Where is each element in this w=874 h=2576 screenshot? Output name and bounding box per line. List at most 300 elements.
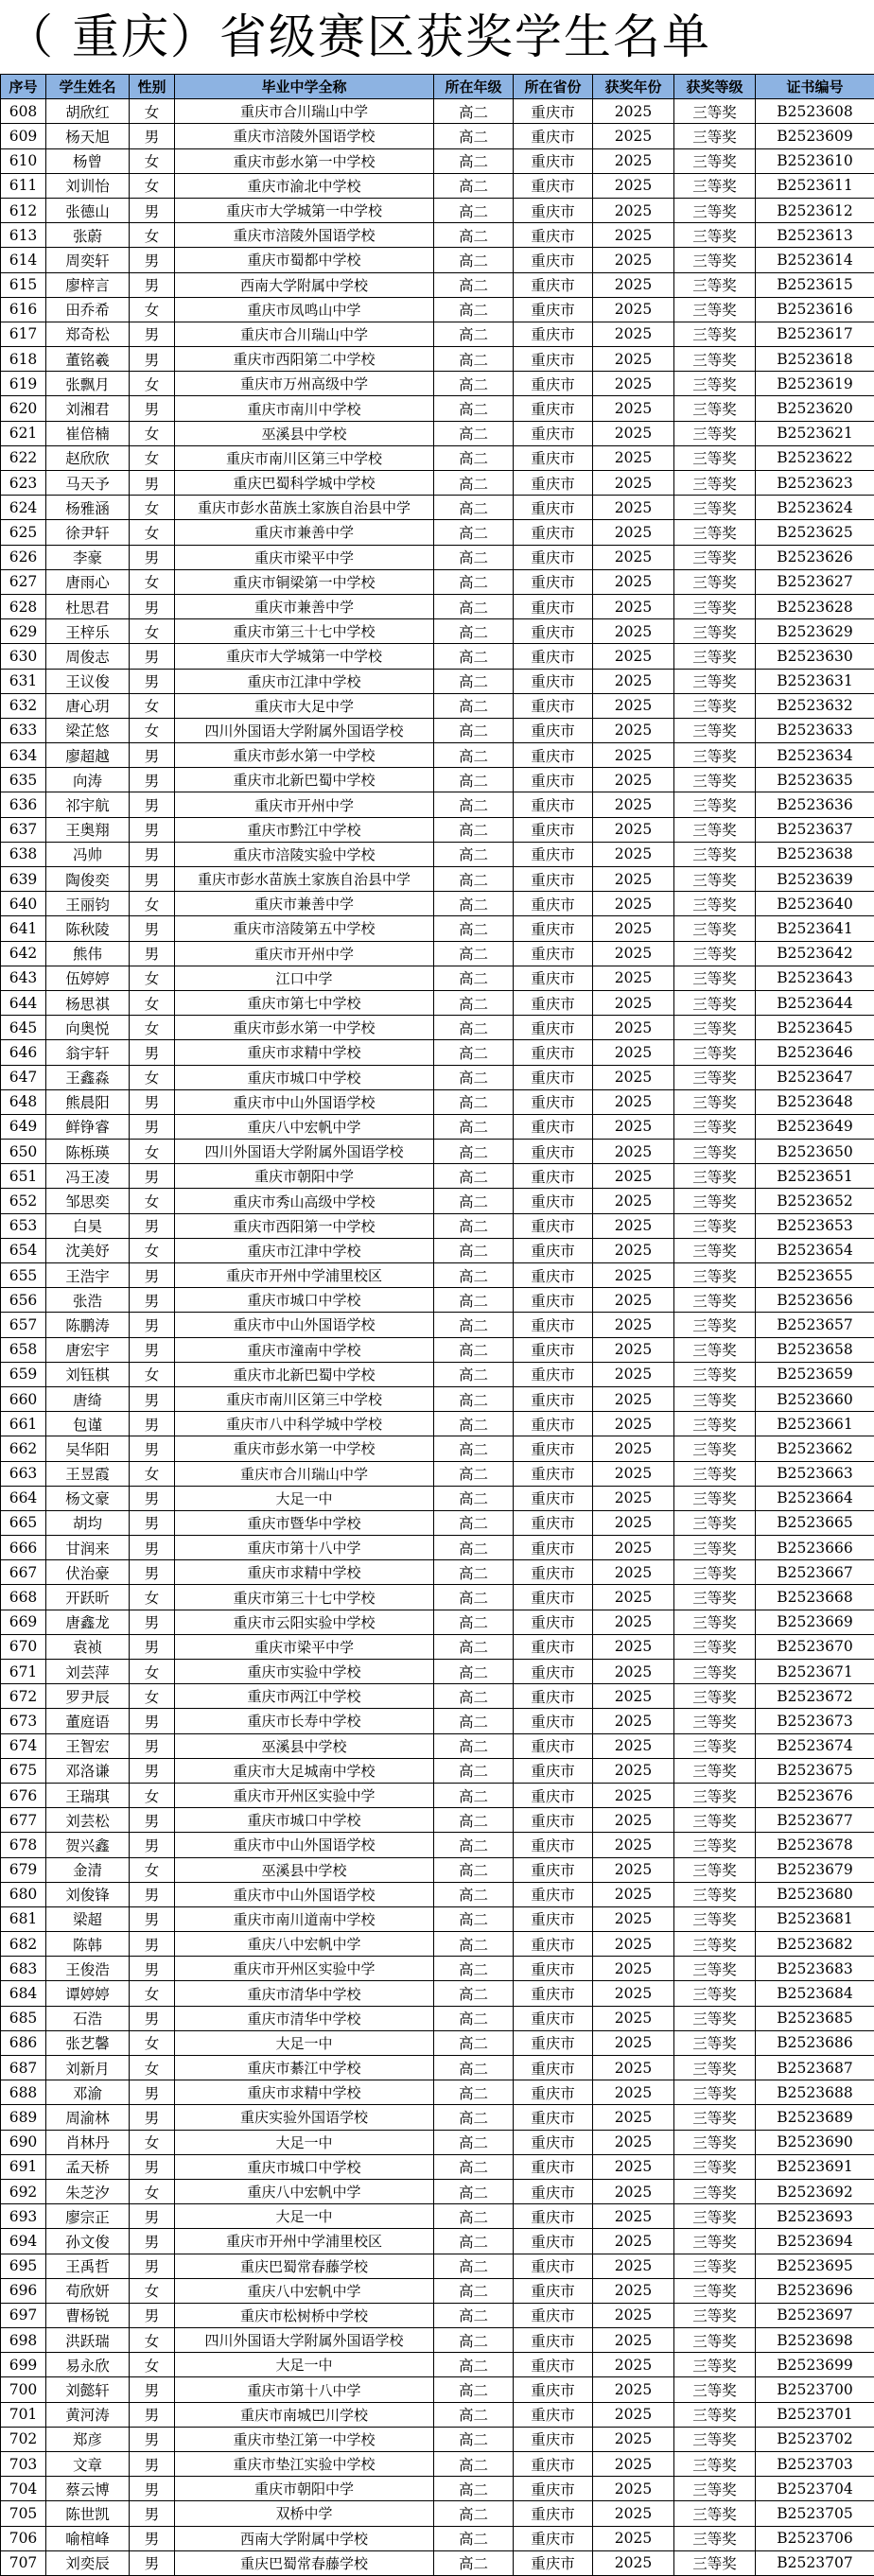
cell-certificate: B2523662 (756, 1436, 874, 1461)
cell-award: 三等奖 (674, 2377, 756, 2402)
header-row (1, 75, 874, 99)
cell-grade: 高二 (434, 2130, 514, 2154)
cell-school: 大足一中 (175, 2204, 434, 2229)
table-row (1, 1733, 874, 1758)
cell-certificate: B2523702 (756, 2427, 874, 2451)
cell-name: 刘钰棋 (46, 1362, 130, 1386)
cell-index: 662 (1, 1436, 46, 1461)
cell-school: 重庆市凤鸣山中学 (175, 297, 434, 322)
cell-grade: 高二 (434, 2402, 514, 2427)
table-row (1, 1140, 874, 1164)
cell-gender: 男 (130, 396, 175, 421)
cell-school: 西南大学附属中学校 (175, 2526, 434, 2550)
cell-grade: 高二 (434, 1238, 514, 1262)
cell-gender: 男 (130, 2526, 175, 2550)
cell-year: 2025 (593, 1610, 674, 1634)
table-row (1, 347, 874, 372)
cell-gender: 男 (130, 1436, 175, 1461)
cell-province: 重庆市 (514, 1337, 593, 1362)
cell-certificate: B2523659 (756, 1362, 874, 1386)
cell-gender: 男 (130, 471, 175, 496)
cell-index: 644 (1, 990, 46, 1015)
cell-award: 三等奖 (674, 2402, 756, 2427)
cell-year: 2025 (593, 1634, 674, 1659)
table-row (1, 1783, 874, 1807)
cell-name: 马天予 (46, 471, 130, 496)
table-row (1, 322, 874, 346)
cell-year: 2025 (593, 718, 674, 742)
cell-year: 2025 (593, 1733, 674, 1758)
cell-school: 重庆实验外国语学校 (175, 2105, 434, 2130)
cell-province: 重庆市 (514, 545, 593, 569)
table-row (1, 1238, 874, 1262)
table-row (1, 594, 874, 618)
cell-gender: 男 (130, 2229, 175, 2254)
cell-year: 2025 (593, 619, 674, 644)
cell-certificate: B2523705 (756, 2501, 874, 2526)
cell-name: 肖林丹 (46, 2130, 130, 2154)
cell-certificate: B2523671 (756, 1660, 874, 1684)
table-row (1, 2030, 874, 2055)
cell-gender: 男 (130, 198, 175, 222)
cell-certificate: B2523623 (756, 471, 874, 496)
cell-province: 重庆市 (514, 1733, 593, 1758)
cell-name: 洪跃瑞 (46, 2328, 130, 2353)
cell-school: 重庆市潼南中学校 (175, 1337, 434, 1362)
cell-province: 重庆市 (514, 2427, 593, 2451)
cell-award: 三等奖 (674, 1213, 756, 1238)
cell-grade: 高二 (434, 471, 514, 496)
cell-certificate: B2523692 (756, 2179, 874, 2203)
cell-year: 2025 (593, 1882, 674, 1906)
table-row (1, 223, 874, 248)
cell-year: 2025 (593, 2452, 674, 2477)
table-row (1, 2006, 874, 2030)
cell-name: 文章 (46, 2452, 130, 2477)
table-row (1, 1016, 874, 1040)
cell-year: 2025 (593, 669, 674, 693)
cell-gender: 男 (130, 2501, 175, 2526)
cell-year: 2025 (593, 1932, 674, 1957)
cell-grade: 高二 (434, 1486, 514, 1510)
cell-certificate: B2523609 (756, 124, 874, 148)
cell-name: 杨雅涵 (46, 496, 130, 520)
cell-name: 包谨 (46, 1412, 130, 1436)
cell-award: 三等奖 (674, 1164, 756, 1189)
cell-province: 重庆市 (514, 2204, 593, 2229)
cell-certificate: B2523658 (756, 1337, 874, 1362)
cell-school: 重庆市兼善中学 (175, 594, 434, 618)
cell-certificate: B2523695 (756, 2254, 874, 2278)
cell-grade: 高二 (434, 1882, 514, 1906)
table-row (1, 1684, 874, 1709)
cell-school: 重庆市朝阳中学 (175, 1164, 434, 1189)
cell-award: 三等奖 (674, 223, 756, 248)
table-row (1, 2526, 874, 2550)
table-row (1, 1164, 874, 1189)
cell-index: 666 (1, 1536, 46, 1560)
cell-grade: 高二 (434, 1362, 514, 1386)
cell-name: 唐雨心 (46, 569, 130, 594)
cell-name: 郑彦 (46, 2427, 130, 2451)
cell-index: 622 (1, 445, 46, 470)
cell-school: 重庆市开州区实验中学 (175, 1957, 434, 1981)
cell-school: 重庆市万州高级中学 (175, 372, 434, 396)
cell-index: 695 (1, 2254, 46, 2278)
cell-grade: 高二 (434, 1833, 514, 1857)
cell-school: 重庆市中山外国语学校 (175, 1313, 434, 1337)
cell-gender: 女 (130, 148, 175, 173)
cell-grade: 高二 (434, 842, 514, 866)
cell-gender: 男 (130, 1610, 175, 1634)
cell-province: 重庆市 (514, 2130, 593, 2154)
cell-gender: 男 (130, 545, 175, 569)
cell-gender: 男 (130, 2452, 175, 2477)
cell-award: 三等奖 (674, 248, 756, 272)
cell-index: 678 (1, 1833, 46, 1857)
cell-award: 三等奖 (674, 1906, 756, 1931)
cell-school: 四川外国语大学附属外国语学校 (175, 1140, 434, 1164)
cell-certificate: B2523668 (756, 1585, 874, 1610)
cell-province: 重庆市 (514, 2550, 593, 2575)
cell-grade: 高二 (434, 1758, 514, 1783)
cell-grade: 高二 (434, 1634, 514, 1659)
cell-province: 重庆市 (514, 173, 593, 198)
table-row (1, 842, 874, 866)
cell-award: 三等奖 (674, 1238, 756, 1262)
cell-index: 688 (1, 2080, 46, 2105)
cell-gender: 男 (130, 1040, 175, 1065)
cell-certificate: B2523689 (756, 2105, 874, 2130)
cell-year: 2025 (593, 693, 674, 718)
cell-year: 2025 (593, 1089, 674, 1114)
cell-year: 2025 (593, 396, 674, 421)
cell-gender: 男 (130, 1412, 175, 1436)
cell-gender: 男 (130, 1882, 175, 1906)
cell-province: 重庆市 (514, 941, 593, 966)
cell-certificate: B2523620 (756, 396, 874, 421)
cell-index: 629 (1, 619, 46, 644)
cell-province: 重庆市 (514, 1758, 593, 1783)
cell-grade: 高二 (434, 1337, 514, 1362)
table-row (1, 1065, 874, 1089)
cell-name: 陈韩 (46, 1932, 130, 1957)
cell-award: 三等奖 (674, 1486, 756, 1510)
table-row (1, 2353, 874, 2377)
cell-grade: 高二 (434, 248, 514, 272)
cell-province: 重庆市 (514, 471, 593, 496)
cell-gender: 女 (130, 966, 175, 990)
cell-gender: 男 (130, 2550, 175, 2575)
cell-gender: 男 (130, 817, 175, 842)
cell-certificate: B2523666 (756, 1536, 874, 1560)
cell-school: 重庆市第三十七中学校 (175, 1585, 434, 1610)
cell-year: 2025 (593, 792, 674, 817)
cell-year: 2025 (593, 1833, 674, 1857)
cell-name: 唐宏宇 (46, 1337, 130, 1362)
cell-index: 699 (1, 2353, 46, 2377)
cell-index: 657 (1, 1313, 46, 1337)
cell-certificate: B2523630 (756, 644, 874, 669)
cell-year: 2025 (593, 173, 674, 198)
cell-name: 曹杨锐 (46, 2303, 130, 2327)
cell-year: 2025 (593, 990, 674, 1015)
cell-certificate: B2523680 (756, 1882, 874, 1906)
cell-school: 重庆市求精中学校 (175, 1560, 434, 1585)
cell-year: 2025 (593, 2179, 674, 2203)
cell-gender: 女 (130, 2179, 175, 2203)
cell-school: 重庆八中宏帆中学 (175, 1932, 434, 1957)
table-row (1, 2179, 874, 2203)
cell-index: 621 (1, 421, 46, 445)
cell-province: 重庆市 (514, 1412, 593, 1436)
cell-grade: 高二 (434, 445, 514, 470)
cell-province: 重庆市 (514, 1981, 593, 2006)
cell-award: 三等奖 (674, 99, 756, 124)
cell-year: 2025 (593, 1213, 674, 1238)
cell-year: 2025 (593, 2477, 674, 2501)
cell-name: 刘湘君 (46, 396, 130, 421)
table-row (1, 396, 874, 421)
cell-school: 重庆市北新巴蜀中学校 (175, 1362, 434, 1386)
cell-province: 重庆市 (514, 1833, 593, 1857)
cell-award: 三等奖 (674, 1857, 756, 1882)
cell-grade: 高二 (434, 867, 514, 892)
cell-name: 杨文豪 (46, 1486, 130, 1510)
cell-certificate: B2523615 (756, 272, 874, 297)
cell-index: 614 (1, 248, 46, 272)
cell-province: 重庆市 (514, 892, 593, 916)
cell-name: 杨天旭 (46, 124, 130, 148)
cell-gender: 女 (130, 520, 175, 545)
cell-certificate: B2523631 (756, 669, 874, 693)
table-row (1, 990, 874, 1015)
cell-certificate: B2523663 (756, 1461, 874, 1486)
cell-gender: 男 (130, 644, 175, 669)
cell-award: 三等奖 (674, 1386, 756, 1411)
cell-gender: 女 (130, 421, 175, 445)
table-row (1, 1957, 874, 1981)
cell-school: 巫溪县中学校 (175, 1733, 434, 1758)
cell-index: 668 (1, 1585, 46, 1610)
table-row (1, 892, 874, 916)
cell-certificate: B2523685 (756, 2006, 874, 2030)
cell-province: 重庆市 (514, 768, 593, 792)
cell-award: 三等奖 (674, 2204, 756, 2229)
cell-award: 三等奖 (674, 1016, 756, 1040)
cell-award: 三等奖 (674, 396, 756, 421)
table-row (1, 867, 874, 892)
cell-award: 三等奖 (674, 743, 756, 768)
cell-index: 620 (1, 396, 46, 421)
cell-school: 重庆市大足城南中学校 (175, 1758, 434, 1783)
cell-province: 重庆市 (514, 792, 593, 817)
cell-school: 重庆八中宏帆中学 (175, 2179, 434, 2203)
cell-grade: 高二 (434, 669, 514, 693)
cell-province: 重庆市 (514, 421, 593, 445)
cell-province: 重庆市 (514, 916, 593, 941)
cell-school: 重庆市开州中学浦里校区 (175, 2229, 434, 2254)
cell-index: 661 (1, 1412, 46, 1436)
cell-award: 三等奖 (674, 669, 756, 693)
cell-index: 654 (1, 1238, 46, 1262)
cell-province: 重庆市 (514, 297, 593, 322)
cell-name: 廖宗正 (46, 2204, 130, 2229)
cell-gender: 女 (130, 693, 175, 718)
cell-year: 2025 (593, 2229, 674, 2254)
cell-index: 633 (1, 718, 46, 742)
cell-certificate: B2523640 (756, 892, 874, 916)
cell-name: 徐尹轩 (46, 520, 130, 545)
cell-school: 重庆市八中科学城中学校 (175, 1412, 434, 1436)
cell-year: 2025 (593, 347, 674, 372)
cell-name: 邹思奕 (46, 1189, 130, 1213)
cell-school: 重庆市南川区第三中学校 (175, 445, 434, 470)
col-header-name: 学生姓名 (46, 75, 130, 99)
cell-province: 重庆市 (514, 99, 593, 124)
cell-gender: 男 (130, 1486, 175, 1510)
cell-school: 重庆市中山外国语学校 (175, 1882, 434, 1906)
cell-province: 重庆市 (514, 322, 593, 346)
table-row (1, 471, 874, 496)
cell-name: 向奥悦 (46, 1016, 130, 1040)
cell-index: 647 (1, 1065, 46, 1089)
cell-year: 2025 (593, 1140, 674, 1164)
cell-certificate: B2523611 (756, 173, 874, 198)
table-row (1, 1758, 874, 1783)
cell-grade: 高二 (434, 569, 514, 594)
cell-award: 三等奖 (674, 619, 756, 644)
cell-gender: 女 (130, 1461, 175, 1486)
cell-name: 甘润来 (46, 1536, 130, 1560)
cell-index: 615 (1, 272, 46, 297)
cell-year: 2025 (593, 1263, 674, 1288)
cell-name: 张浩 (46, 1288, 130, 1313)
cell-index: 649 (1, 1114, 46, 1139)
cell-year: 2025 (593, 966, 674, 990)
cell-grade: 高二 (434, 1660, 514, 1684)
cell-year: 2025 (593, 2427, 674, 2451)
cell-gender: 男 (130, 248, 175, 272)
cell-grade: 高二 (434, 347, 514, 372)
cell-name: 杨思祺 (46, 990, 130, 1015)
cell-name: 张蔚 (46, 223, 130, 248)
cell-year: 2025 (593, 1461, 674, 1486)
cell-school: 大足一中 (175, 2130, 434, 2154)
cell-name: 王昱霞 (46, 1461, 130, 1486)
cell-year: 2025 (593, 941, 674, 966)
cell-year: 2025 (593, 2154, 674, 2179)
cell-index: 619 (1, 372, 46, 396)
cell-province: 重庆市 (514, 1238, 593, 1262)
cell-school: 重庆市求精中学校 (175, 1040, 434, 1065)
cell-grade: 高二 (434, 1560, 514, 1585)
cell-gender: 男 (130, 1288, 175, 1313)
table-row (1, 2303, 874, 2327)
cell-grade: 高二 (434, 2353, 514, 2377)
cell-name: 冯王凌 (46, 1164, 130, 1189)
cell-grade: 高二 (434, 2105, 514, 2130)
cell-index: 670 (1, 1634, 46, 1659)
cell-province: 重庆市 (514, 966, 593, 990)
cell-year: 2025 (593, 198, 674, 222)
cell-name: 崔倍楠 (46, 421, 130, 445)
cell-name: 邓渝 (46, 2080, 130, 2105)
cell-name: 杜思君 (46, 594, 130, 618)
cell-award: 三等奖 (674, 1932, 756, 1957)
cell-index: 610 (1, 148, 46, 173)
cell-year: 2025 (593, 1758, 674, 1783)
cell-grade: 高二 (434, 817, 514, 842)
cell-award: 三等奖 (674, 990, 756, 1015)
table-body (1, 99, 874, 2576)
cell-index: 639 (1, 867, 46, 892)
cell-year: 2025 (593, 1536, 674, 1560)
cell-index: 703 (1, 2452, 46, 2477)
cell-name: 王浩宇 (46, 1263, 130, 1288)
cell-award: 三等奖 (674, 1313, 756, 1337)
cell-certificate: B2523701 (756, 2402, 874, 2427)
cell-province: 重庆市 (514, 1510, 593, 1535)
cell-gender: 男 (130, 322, 175, 346)
cell-province: 重庆市 (514, 1957, 593, 1981)
cell-year: 2025 (593, 445, 674, 470)
cell-year: 2025 (593, 1709, 674, 1733)
table-row (1, 743, 874, 768)
cell-index: 698 (1, 2328, 46, 2353)
cell-award: 三等奖 (674, 322, 756, 346)
cell-name: 唐鑫龙 (46, 1610, 130, 1634)
cell-certificate: B2523682 (756, 1932, 874, 1957)
table-row (1, 2080, 874, 2105)
cell-certificate: B2523643 (756, 966, 874, 990)
cell-school: 重庆市开州区实验中学 (175, 1783, 434, 1807)
cell-school: 重庆市彭水第一中学校 (175, 1436, 434, 1461)
cell-grade: 高二 (434, 1684, 514, 1709)
cell-index: 627 (1, 569, 46, 594)
cell-year: 2025 (593, 842, 674, 866)
cell-gender: 男 (130, 1634, 175, 1659)
table-row (1, 1709, 874, 1733)
cell-province: 重庆市 (514, 644, 593, 669)
cell-name: 张艺馨 (46, 2030, 130, 2055)
cell-year: 2025 (593, 594, 674, 618)
cell-award: 三等奖 (674, 124, 756, 148)
cell-name: 陈鹏涛 (46, 1313, 130, 1337)
cell-province: 重庆市 (514, 569, 593, 594)
cell-award: 三等奖 (674, 1981, 756, 2006)
cell-grade: 高二 (434, 644, 514, 669)
cell-school: 重庆市大学城第一中学校 (175, 644, 434, 669)
cell-award: 三等奖 (674, 2080, 756, 2105)
cell-award: 三等奖 (674, 1436, 756, 1461)
cell-award: 三等奖 (674, 1140, 756, 1164)
cell-award: 三等奖 (674, 496, 756, 520)
cell-school: 重庆市松树桥中学校 (175, 2303, 434, 2327)
cell-year: 2025 (593, 1981, 674, 2006)
cell-name: 喻棺峰 (46, 2526, 130, 2550)
cell-grade: 高二 (434, 372, 514, 396)
cell-name: 胡欣红 (46, 99, 130, 124)
cell-gender: 女 (130, 1783, 175, 1807)
table-row (1, 1189, 874, 1213)
cell-index: 643 (1, 966, 46, 990)
cell-certificate: B2523706 (756, 2526, 874, 2550)
cell-grade: 高二 (434, 1213, 514, 1238)
cell-index: 681 (1, 1906, 46, 1931)
cell-award: 三等奖 (674, 2278, 756, 2303)
cell-grade: 高二 (434, 966, 514, 990)
